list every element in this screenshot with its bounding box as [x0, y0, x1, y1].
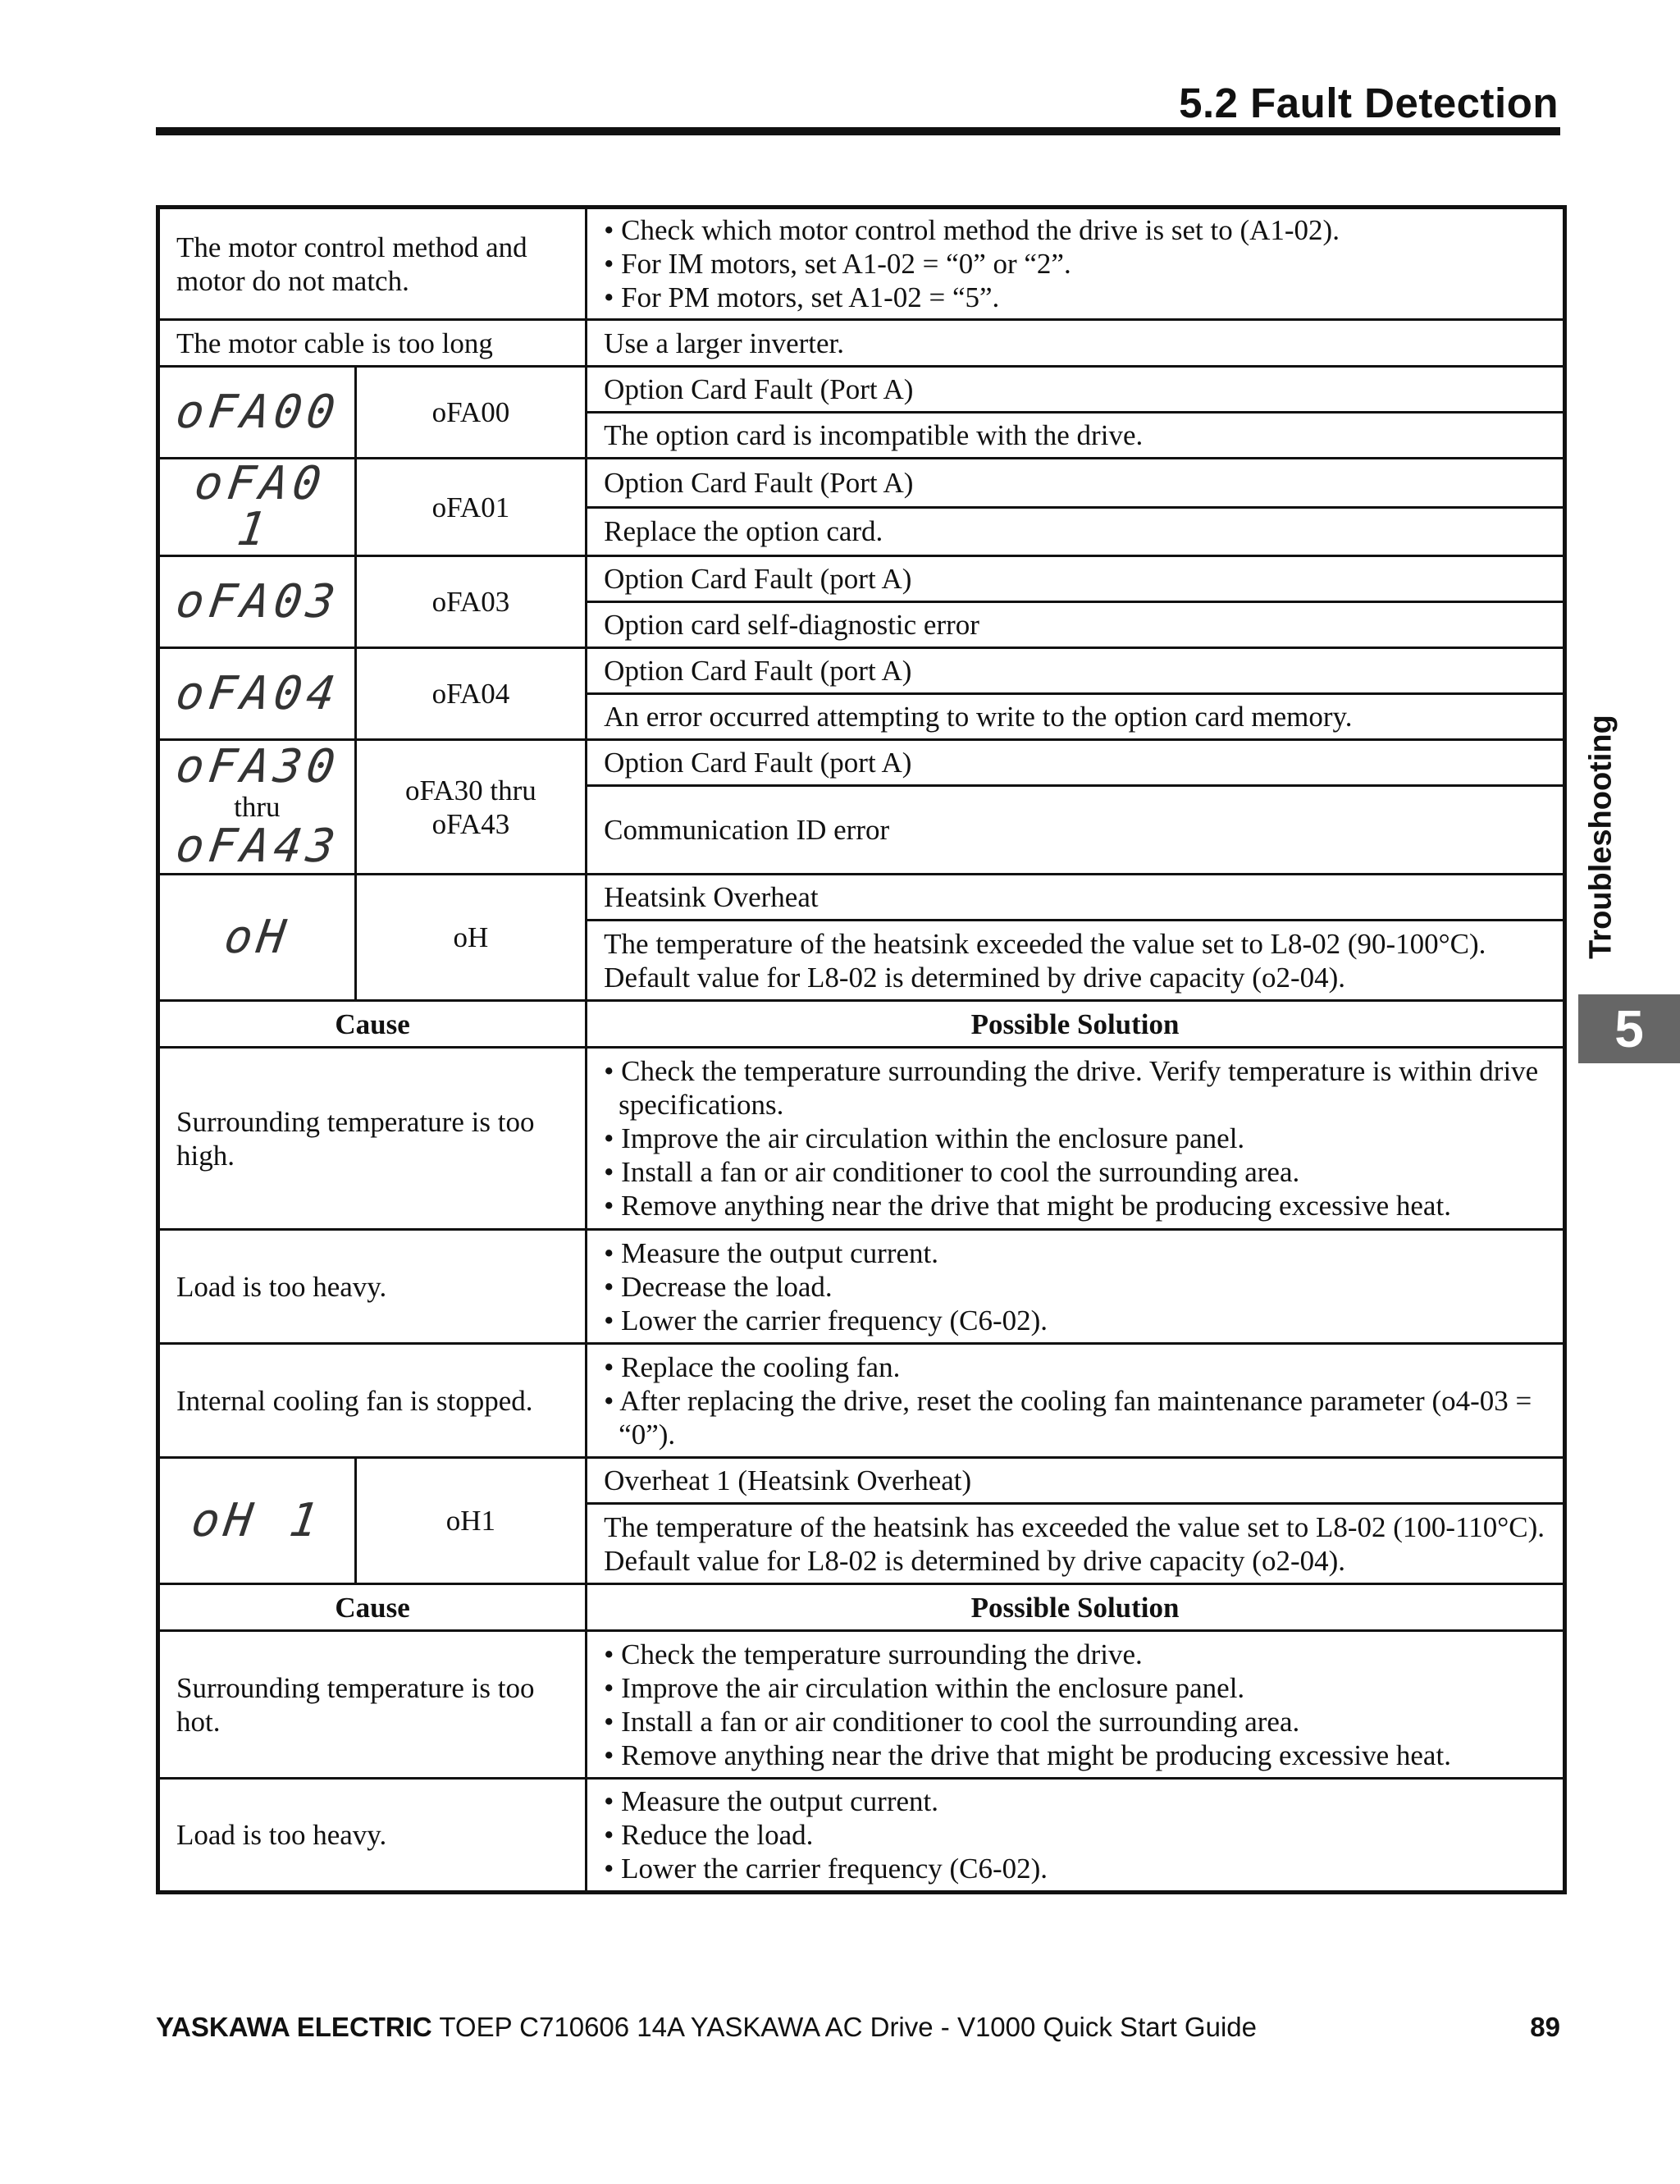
fault-description: The temperature of the heatsink exceeded the value set to L8-02 (90-100°C). Default value for L8-02 is determined by drive capacity (o2-04). — [587, 921, 1565, 1001]
table-header-row — [158, 1584, 1565, 1631]
table-row — [158, 1631, 1565, 1779]
operator-display — [158, 556, 356, 648]
solution-cell — [587, 1048, 1565, 1230]
section-title: 5.2 Fault Detection — [1179, 80, 1559, 126]
solution-header: Possible Solution — [587, 1584, 1565, 1631]
table-header-row — [158, 1001, 1565, 1048]
table-row — [158, 320, 1565, 367]
footer-brand: YASKAWA ELECTRIC — [156, 2012, 432, 2042]
solution-cell — [587, 1230, 1565, 1344]
fault-row-oH — [158, 875, 1565, 921]
solution-header: Possible Solution — [587, 1001, 1565, 1048]
solution-cell — [587, 1344, 1565, 1458]
solution-line: • Install a fan or air conditioner to cool the surrounding area. — [604, 1156, 1300, 1188]
operator-display — [158, 1458, 356, 1584]
operator-display — [158, 367, 356, 459]
footer-text: TOEP C710606 14A YASKAWA AC Drive - V1000 Quick Start Guide — [431, 2012, 1257, 2042]
solution-line: • Lower the carrier frequency (C6-02). — [604, 1853, 1048, 1885]
solution-line: • Check which motor control method the drive is set to (A1-02). — [604, 214, 1340, 246]
cause-cell: Surrounding temperature is too hot. — [158, 1631, 587, 1779]
fault-row-oFA03 — [158, 556, 1565, 602]
solution-line: • Remove anything near the drive that might be producing excessive heat. — [604, 1190, 1451, 1222]
fault-row-oFA00 — [158, 367, 1565, 413]
page-footer — [156, 2012, 1560, 2043]
fault-code: oFA30 thru oFA43 — [355, 740, 587, 875]
led-display: oFA03 — [172, 574, 344, 628]
solution-cell — [587, 208, 1565, 320]
cause-cell: Load is too heavy. — [158, 1230, 587, 1344]
fault-title: Option Card Fault (Port A) — [587, 367, 1565, 413]
side-tab-number: 5 — [1578, 994, 1680, 1063]
solution-line: • Improve the air circulation within the enclosure panel. — [604, 1671, 1245, 1704]
led-display: oFA30 — [172, 740, 344, 793]
solution-line: • Improve the air circulation within the enclosure panel. — [604, 1122, 1245, 1154]
page-number: 89 — [1530, 2012, 1560, 2042]
thru-label: thru — [234, 791, 281, 823]
solution-line: • After replacing the drive, reset the cooling fan maintenance parameter (o4-03 = “0”). — [604, 1384, 1532, 1451]
solution-cell — [587, 1631, 1565, 1779]
fault-row-oFA30 — [158, 740, 1565, 786]
fault-description: Communication ID error — [587, 786, 1565, 875]
solution-line: • Install a fan or air conditioner to cool the surrounding area. — [604, 1705, 1300, 1738]
fault-row-oFA01 — [158, 459, 1565, 508]
table-row — [158, 1048, 1565, 1230]
operator-display — [158, 648, 356, 740]
cause-header: Cause — [158, 1584, 587, 1631]
table-row — [158, 1344, 1565, 1458]
fault-title: Heatsink Overheat — [587, 875, 1565, 921]
fault-description: An error occurred attempting to write to the option card memory. — [587, 694, 1565, 740]
solution-line: • For PM motors, set A1-02 = “5”. — [604, 281, 1000, 313]
fault-code: oFA01 — [355, 459, 587, 556]
header-rule — [156, 127, 1560, 135]
operator-display — [158, 740, 356, 875]
led-display: oH 1 — [188, 1493, 326, 1547]
solution-line: • Reduce the load. — [604, 1819, 814, 1851]
side-tab-label: Troubleshooting — [1583, 715, 1618, 959]
solution-cell: Use a larger inverter. — [587, 320, 1565, 367]
operator-display — [158, 875, 356, 1001]
cause-cell: Load is too heavy. — [158, 1779, 587, 1893]
solution-line: • Measure the output current. — [604, 1236, 938, 1269]
fault-title: Option Card Fault (Port A) — [587, 459, 1565, 508]
solution-line: • Remove anything near the drive that might be producing excessive heat. — [604, 1739, 1451, 1771]
solution-line: • Check the temperature surrounding the drive. Verify temperature is within drive specifications. — [604, 1055, 1539, 1121]
table-row — [158, 1230, 1565, 1344]
fault-description: The temperature of the heatsink has exceeded the value set to L8-02 (100-110°C). Default value for L8-02 is determined by drive capacity (o2-04). — [587, 1504, 1565, 1584]
fault-description: The option card is incompatible with the drive. — [587, 413, 1565, 459]
fault-description: Option card self-diagnostic error — [587, 602, 1565, 648]
fault-title: Option Card Fault (port A) — [587, 740, 1565, 786]
solution-line: • Measure the output current. — [604, 1785, 938, 1817]
led-display: oFA43 — [172, 820, 344, 873]
cause-header: Cause — [158, 1001, 587, 1048]
fault-code: oFA04 — [355, 648, 587, 740]
solution-line: • Lower the carrier frequency (C6-02). — [604, 1304, 1048, 1336]
cause-cell: The motor control method and motor do not match. — [158, 208, 587, 320]
table-row — [158, 208, 1565, 320]
fault-table — [156, 205, 1567, 1894]
solution-line: • Check the temperature surrounding the drive. — [604, 1638, 1143, 1670]
led-display: oFA0 1 — [191, 457, 330, 556]
solution-line: • Decrease the load. — [604, 1270, 833, 1303]
fault-description: Replace the option card. — [587, 507, 1565, 556]
led-display: oFA00 — [172, 385, 344, 439]
led-display: oH — [221, 910, 294, 964]
operator-display — [158, 459, 356, 556]
fault-title: Overheat 1 (Heatsink Overheat) — [587, 1458, 1565, 1504]
solution-cell — [587, 1779, 1565, 1893]
fault-title: Option Card Fault (port A) — [587, 648, 1565, 694]
fault-code: oH1 — [355, 1458, 587, 1584]
cause-cell: Internal cooling fan is stopped. — [158, 1344, 587, 1458]
fault-row-oH1 — [158, 1458, 1565, 1504]
fault-code: oH — [355, 875, 587, 1001]
table-row — [158, 1779, 1565, 1893]
fault-code: oFA00 — [355, 367, 587, 459]
fault-code: oFA03 — [355, 556, 587, 648]
solution-line: • For IM motors, set A1-02 = “0” or “2”. — [604, 248, 1071, 280]
led-display: oFA04 — [172, 666, 344, 720]
fault-row-oFA04 — [158, 648, 1565, 694]
cause-cell: The motor cable is too long — [158, 320, 587, 367]
fault-title: Option Card Fault (port A) — [587, 556, 1565, 602]
solution-line: • Replace the cooling fan. — [604, 1350, 901, 1383]
cause-cell: Surrounding temperature is too high. — [158, 1048, 587, 1230]
